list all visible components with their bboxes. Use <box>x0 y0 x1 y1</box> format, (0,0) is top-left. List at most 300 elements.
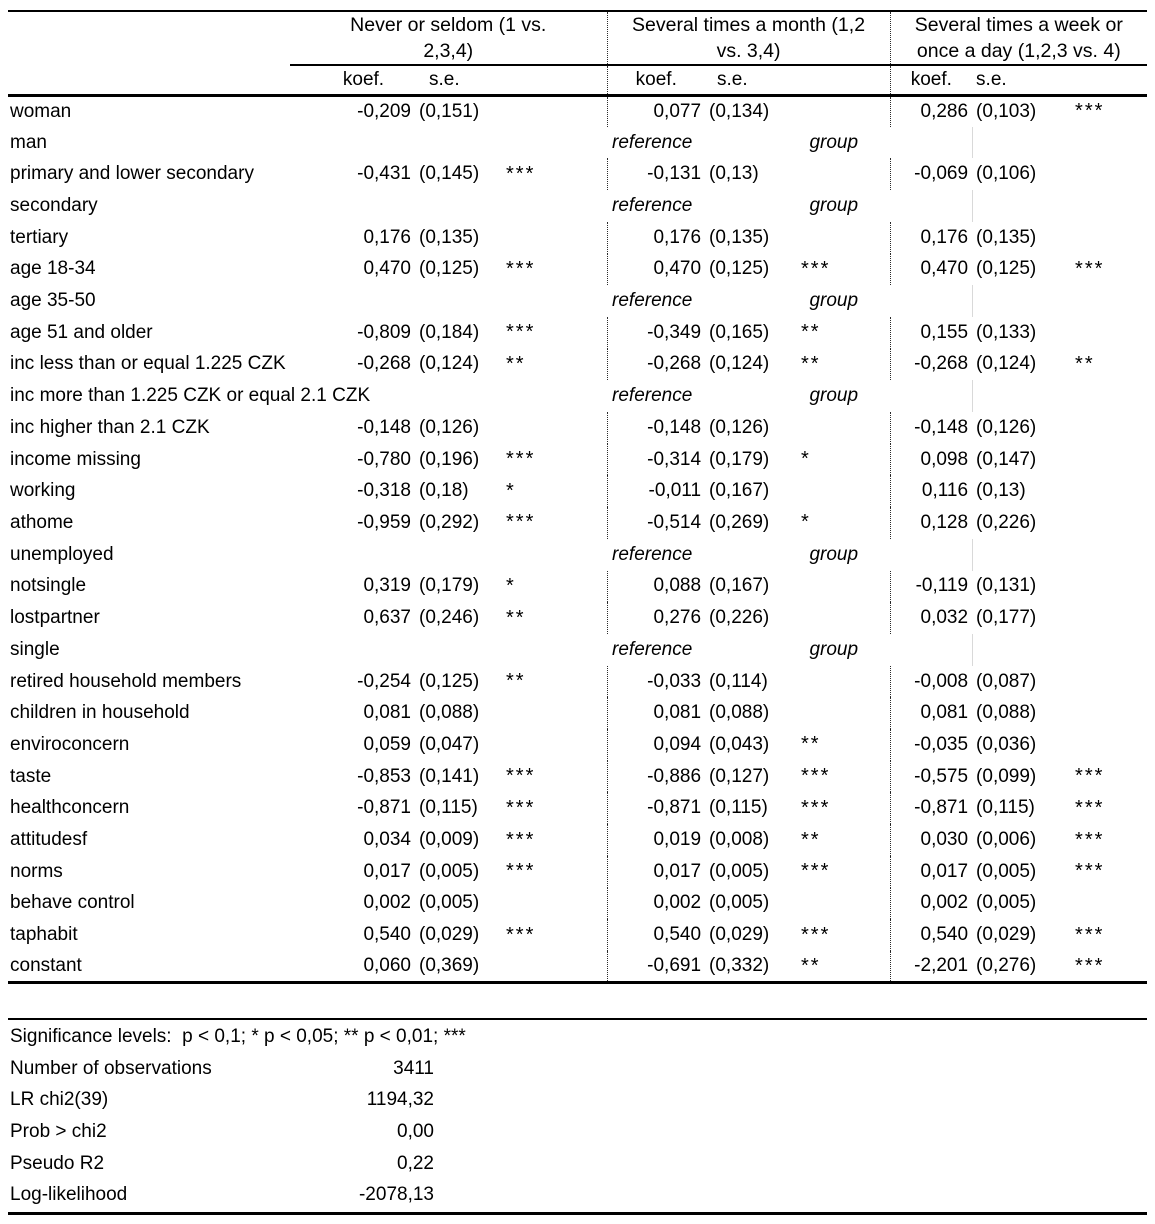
row-label: inc more than 1.225 CZK or equal 2.1 CZK <box>10 385 371 407</box>
table-row <box>8 507 1147 539</box>
koef-value: -0,131 <box>607 158 705 190</box>
koef-value: 0,017 <box>607 856 705 888</box>
reference-row <box>8 539 1147 571</box>
table-row <box>8 412 1147 444</box>
table-row <box>8 697 1147 729</box>
sig-stars: *** <box>1075 828 1105 851</box>
table-row <box>8 856 1147 888</box>
koef-value: -0,809 <box>357 321 411 343</box>
sig-stars: * <box>506 574 516 597</box>
se-value: (0,029) <box>976 924 1037 946</box>
se-value: (0,167) <box>709 480 770 502</box>
se-value: (0,005) <box>419 892 480 914</box>
table-row <box>8 888 1147 920</box>
sig-stars: *** <box>506 511 536 534</box>
sig-stars: ** <box>785 951 890 983</box>
sig-stars <box>1050 729 1147 761</box>
reference-row <box>8 634 1147 666</box>
sig-stars: * <box>506 479 516 502</box>
koef-header: koef. <box>290 65 415 95</box>
koef-header: koef. <box>607 65 705 95</box>
row-label: children in household <box>10 702 190 724</box>
sig-stars <box>785 222 890 254</box>
se-value: (0,135) <box>709 226 770 248</box>
koef-value: 0,276 <box>607 602 705 634</box>
se-value: (0,088) <box>419 702 480 724</box>
koef-value: -0,119 <box>890 571 972 603</box>
koef-value: 0,176 <box>363 226 411 248</box>
koef-value: 0,176 <box>890 222 972 254</box>
se-value: (0,029) <box>709 924 770 946</box>
sig-stars <box>1050 475 1147 507</box>
table-row <box>8 317 1147 349</box>
se-value: (0,006) <box>976 829 1037 851</box>
sig-stars: * <box>801 511 811 534</box>
group-title-line: Several times a month (1,2 <box>632 14 866 36</box>
model-stat-row <box>8 1148 1147 1180</box>
sig-stars <box>1050 697 1147 729</box>
koef-value: 0,540 <box>890 919 972 951</box>
se-value: (0,269) <box>709 511 770 533</box>
stat-label: Log-likelihood <box>10 1184 128 1206</box>
group-title-line: once a day (1,2,3 vs. 4) <box>916 40 1121 62</box>
empty-cell <box>1050 634 1147 666</box>
empty-cell <box>890 127 972 159</box>
sig-stars: ** <box>506 352 526 375</box>
sig-stars: *** <box>1050 951 1147 983</box>
row-label: secondary <box>10 194 98 216</box>
koef-value: 0,286 <box>890 95 972 127</box>
reference-row <box>8 285 1147 317</box>
sig-stars: *** <box>506 828 536 851</box>
koef-value: 0,470 <box>363 258 411 280</box>
empty-cell <box>890 539 972 571</box>
row-label: man <box>10 131 47 153</box>
se-value: (0,179) <box>709 448 770 470</box>
model-stats-block <box>8 1018 1147 1215</box>
row-label: behave control <box>10 892 135 914</box>
stat-header-row <box>8 65 1147 95</box>
corner-cell <box>8 11 290 65</box>
table-row <box>8 666 1147 698</box>
koef-value: -0,254 <box>357 670 411 692</box>
stat-label: Number of observations <box>10 1057 212 1079</box>
koef-value: 0,081 <box>890 697 972 729</box>
koef-value: 0,128 <box>890 507 972 539</box>
koef-value: 0,017 <box>890 856 972 888</box>
se-value: (0,167) <box>709 575 770 597</box>
koef-value: -0,209 <box>357 100 411 122</box>
row-label: age 51 and older <box>10 321 153 343</box>
se-value: (0,125) <box>419 258 480 280</box>
se-value: (0,135) <box>976 226 1037 248</box>
reference-group-text: group <box>809 131 859 153</box>
sig-stars: *** <box>801 923 831 946</box>
row-label: inc higher than 2.1 CZK <box>10 416 210 438</box>
sig-stars <box>490 222 607 254</box>
empty-cell <box>290 190 607 222</box>
empty-cell <box>290 127 607 159</box>
empty-cell <box>1050 380 1147 412</box>
sig-stars <box>1050 412 1147 444</box>
koef-value: -0,431 <box>357 163 411 185</box>
koef-value: -0,575 <box>890 761 972 793</box>
sig-stars <box>785 571 890 603</box>
se-value: (0,005) <box>709 860 770 882</box>
empty-cell <box>890 190 972 222</box>
stat-value: 0,22 <box>397 1152 434 1174</box>
koef-value: 0,002 <box>363 892 411 914</box>
koef-value: 0,540 <box>363 924 411 946</box>
se-value: (0,131) <box>976 575 1037 597</box>
table-row <box>8 602 1147 634</box>
group-title-line: vs. 3,4) <box>716 40 781 62</box>
row-label: unemployed <box>10 543 114 565</box>
stat-label: Prob > chi2 <box>10 1121 107 1143</box>
se-value: (0,126) <box>419 416 480 438</box>
sig-stars: *** <box>801 860 831 883</box>
se-value: (0,124) <box>976 353 1037 375</box>
koef-value: 0,034 <box>363 829 411 851</box>
reference-cell <box>607 285 890 317</box>
koef-value: -0,853 <box>357 765 411 787</box>
se-value: (0,184) <box>419 321 480 343</box>
sig-stars: *** <box>506 796 536 819</box>
reference-group-text: group <box>809 194 859 216</box>
sig-stars: *** <box>506 162 536 185</box>
sig-stars: *** <box>506 923 536 946</box>
se-value: (0,106) <box>976 163 1037 185</box>
se-value: (0,133) <box>976 321 1037 343</box>
sig-stars: *** <box>801 257 831 280</box>
koef-value: 0,088 <box>607 571 705 603</box>
koef-value: 0,319 <box>363 575 411 597</box>
koef-value: -0,871 <box>890 792 972 824</box>
row-label: healthconcern <box>10 797 130 819</box>
sig-stars <box>1050 602 1147 634</box>
table-row <box>8 951 1147 983</box>
sig-stars: *** <box>1075 796 1105 819</box>
row-label: taste <box>10 765 52 787</box>
sig-stars: *** <box>1075 923 1105 946</box>
reference-cell <box>607 380 890 412</box>
koef-value: -0,148 <box>357 416 411 438</box>
sig-stars <box>1050 507 1147 539</box>
se-value: (0,126) <box>709 416 770 438</box>
se-header: s.e. <box>705 65 785 95</box>
reference-group-text: group <box>809 290 859 312</box>
koef-value: 0,116 <box>890 475 972 507</box>
koef-value: 0,019 <box>607 824 705 856</box>
koef-value: -0,148 <box>607 412 705 444</box>
se-value: (0,141) <box>419 765 480 787</box>
koef-value: 0,094 <box>607 729 705 761</box>
sig-stars: *** <box>1075 100 1105 123</box>
koef-value: 0,017 <box>363 860 411 882</box>
koef-value: 0,155 <box>890 317 972 349</box>
sig-stars: *** <box>801 765 831 788</box>
empty-cell <box>972 127 1050 159</box>
significance-note: Significance levels: p < 0,1; * p < 0,05; ** p < 0,01; *** <box>10 1026 466 1048</box>
se-value: (0,18) <box>419 480 469 502</box>
row-label: woman <box>10 100 72 122</box>
empty-header-cell <box>8 65 290 95</box>
stat-label: LR chi2(39) <box>10 1089 109 1111</box>
sig-stars: ** <box>1075 352 1095 375</box>
empty-cell <box>890 285 972 317</box>
se-value: (0,115) <box>709 797 768 819</box>
reference-cell <box>607 127 890 159</box>
sig-stars: ** <box>506 670 526 692</box>
koef-value: 0,470 <box>890 254 972 286</box>
sig-stars <box>1050 888 1147 920</box>
se-value: (0,009) <box>419 829 480 851</box>
group-title-line: Several times a week or <box>914 14 1123 36</box>
sig-stars: *** <box>801 796 831 819</box>
se-value: (0,125) <box>709 258 770 280</box>
se-value: (0,088) <box>709 702 770 724</box>
koef-value: 0,098 <box>890 444 972 476</box>
row-label: primary and lower secondary <box>10 163 254 185</box>
model-stats-rows <box>8 1053 1147 1211</box>
koef-value: 0,002 <box>607 888 705 920</box>
se-value: (0,292) <box>419 511 480 533</box>
koef-value: -0,871 <box>357 797 411 819</box>
koef-value: -0,268 <box>357 353 411 375</box>
table-row <box>8 761 1147 793</box>
sig-stars: ** <box>801 321 821 344</box>
row-label: constant <box>8 951 290 983</box>
empty-cell <box>290 285 607 317</box>
koef-value: -0,148 <box>890 412 972 444</box>
row-label: attitudesf <box>10 829 88 851</box>
empty-header-cell <box>490 65 607 95</box>
se-value: (0,008) <box>709 829 770 851</box>
reference-row <box>8 190 1147 222</box>
sig-stars: *** <box>1075 257 1105 280</box>
koef-value: -0,069 <box>890 158 972 190</box>
se-value: (0,029) <box>419 924 480 946</box>
se-value: (0,115) <box>976 797 1035 819</box>
sig-stars <box>785 888 890 920</box>
se-value: (0,226) <box>709 607 770 629</box>
row-label: tertiary <box>10 226 69 248</box>
sig-stars <box>1050 158 1147 190</box>
row-label: athome <box>10 511 74 533</box>
row-label: working <box>10 480 76 502</box>
se-value: (0,134) <box>709 100 770 122</box>
se-value: (0,246) <box>419 607 480 629</box>
koef-value: 0,081 <box>363 702 411 724</box>
sig-stars: ** <box>801 352 821 375</box>
se-value: (0,196) <box>419 448 480 470</box>
se-value: (0,005) <box>976 892 1037 914</box>
se-value: (0,13) <box>709 163 759 185</box>
se-value: (0,151) <box>419 100 480 122</box>
empty-cell <box>972 190 1050 222</box>
sig-stars <box>785 412 890 444</box>
empty-cell <box>290 539 607 571</box>
se-value: (0,332) <box>705 951 785 983</box>
row-label: retired household members <box>10 670 242 692</box>
se-value: (0,103) <box>976 100 1037 122</box>
se-value: (0,005) <box>709 892 770 914</box>
group-title-line: 2,3,4) <box>423 40 474 62</box>
model-stat-row <box>8 1116 1147 1148</box>
koef-value: -0,268 <box>607 349 705 381</box>
se-value: (0,036) <box>976 733 1037 755</box>
reference-cell <box>607 634 890 666</box>
row-label: age 18-34 <box>10 258 96 280</box>
row-label: notsingle <box>10 575 87 597</box>
koef-value: 0,081 <box>607 697 705 729</box>
table-row <box>8 571 1147 603</box>
koef-value: 0,030 <box>890 824 972 856</box>
sig-stars: *** <box>1075 765 1105 788</box>
se-value: (0,145) <box>419 163 480 185</box>
se-value: (0,127) <box>709 765 770 787</box>
table-row <box>8 919 1147 951</box>
group-title-several-times-week <box>890 11 1147 65</box>
koef-value: -2,201 <box>890 951 972 983</box>
model-stat-row <box>8 1180 1147 1212</box>
sig-stars <box>1050 444 1147 476</box>
sig-stars <box>785 697 890 729</box>
koef-value: -0,008 <box>890 666 972 698</box>
koef-value: 0,060 <box>290 951 415 983</box>
se-value: (0,043) <box>709 733 770 755</box>
empty-cell <box>1050 539 1147 571</box>
sig-stars: *** <box>1075 860 1105 883</box>
reference-text: reference <box>612 638 693 660</box>
koef-value: 0,077 <box>607 95 705 127</box>
sig-stars: *** <box>506 765 536 788</box>
sig-stars <box>785 158 890 190</box>
model-stat-row <box>8 1085 1147 1117</box>
koef-value: -0,691 <box>607 951 705 983</box>
se-header: s.e. <box>972 65 1050 95</box>
sig-stars <box>1050 571 1147 603</box>
se-value: (0,114) <box>709 670 768 692</box>
koef-value: -0,314 <box>607 444 705 476</box>
empty-cell <box>1050 285 1147 317</box>
stat-value: -2078,13 <box>358 1184 434 1206</box>
table-row <box>8 475 1147 507</box>
sig-stars <box>490 729 607 761</box>
sig-stars <box>490 95 607 127</box>
table-row <box>8 349 1147 381</box>
reference-text: reference <box>612 131 693 153</box>
se-value: (0,135) <box>419 226 480 248</box>
koef-value: -0,959 <box>357 511 411 533</box>
reference-text: reference <box>612 385 693 407</box>
se-value: (0,115) <box>419 797 478 819</box>
sig-stars <box>1050 666 1147 698</box>
reference-group-text: group <box>809 638 859 660</box>
empty-cell <box>972 380 1050 412</box>
sig-stars: ** <box>506 606 526 629</box>
koef-value: -0,886 <box>607 761 705 793</box>
row-label: age 35-50 <box>10 290 96 312</box>
table-row <box>8 444 1147 476</box>
koef-value: -0,033 <box>607 666 705 698</box>
table-row <box>8 222 1147 254</box>
sig-stars <box>785 95 890 127</box>
koef-value: -0,035 <box>890 729 972 761</box>
se-value: (0,13) <box>976 480 1026 502</box>
koef-value: -0,514 <box>607 507 705 539</box>
se-value: (0,087) <box>976 670 1037 692</box>
sig-stars <box>490 697 607 729</box>
table-row <box>8 729 1147 761</box>
koef-value: 0,637 <box>363 607 411 629</box>
koef-value: -0,268 <box>890 349 972 381</box>
empty-cell <box>1050 190 1147 222</box>
koef-value: -0,780 <box>357 448 411 470</box>
row-label: single <box>10 638 60 660</box>
koef-value: 0,540 <box>607 919 705 951</box>
koef-header: koef. <box>890 65 972 95</box>
se-value: (0,005) <box>976 860 1037 882</box>
empty-cell <box>972 539 1050 571</box>
se-value: (0,088) <box>976 702 1037 724</box>
reference-group-text: group <box>809 385 859 407</box>
table-row <box>8 824 1147 856</box>
group-title-several-times-month <box>607 11 890 65</box>
empty-cell <box>290 634 607 666</box>
sig-stars <box>1050 222 1147 254</box>
sig-stars <box>785 666 890 698</box>
stat-label: Pseudo R2 <box>10 1152 105 1174</box>
model-stat-row <box>8 1053 1147 1085</box>
sig-stars: ** <box>801 733 821 756</box>
se-value: (0,165) <box>709 321 770 343</box>
sig-stars: * <box>801 448 811 471</box>
koef-value: -0,318 <box>357 480 411 502</box>
se-value: (0,276) <box>972 951 1050 983</box>
stat-value: 1194,32 <box>366 1089 434 1111</box>
empty-cell <box>890 634 972 666</box>
empty-cell <box>972 634 1050 666</box>
row-label: norms <box>10 860 63 882</box>
sig-stars <box>490 951 607 983</box>
group-title-never-or-seldom <box>290 11 607 65</box>
koef-value: -0,011 <box>607 475 705 507</box>
se-value: (0,125) <box>419 670 480 692</box>
table-row <box>8 158 1147 190</box>
regression-table <box>8 10 1147 984</box>
koef-value: 0,032 <box>890 602 972 634</box>
sig-stars: *** <box>506 448 536 471</box>
empty-cell <box>972 285 1050 317</box>
se-value: (0,126) <box>976 416 1037 438</box>
row-label: enviroconcern <box>10 733 130 755</box>
empty-cell <box>890 380 972 412</box>
sig-stars: *** <box>506 257 536 280</box>
koef-value: 0,176 <box>607 222 705 254</box>
row-label: taphabit <box>10 924 78 946</box>
koef-value: -0,871 <box>607 792 705 824</box>
se-value: (0,147) <box>976 448 1037 470</box>
se-value: (0,179) <box>419 575 480 597</box>
row-label: inc less than or equal 1.225 CZK <box>10 353 286 375</box>
empty-header-cell <box>785 65 890 95</box>
sig-stars: *** <box>506 321 536 344</box>
row-label: lostpartner <box>10 607 100 629</box>
row-label: income missing <box>10 448 141 470</box>
reference-text: reference <box>612 290 693 312</box>
empty-header-cell <box>1050 65 1147 95</box>
